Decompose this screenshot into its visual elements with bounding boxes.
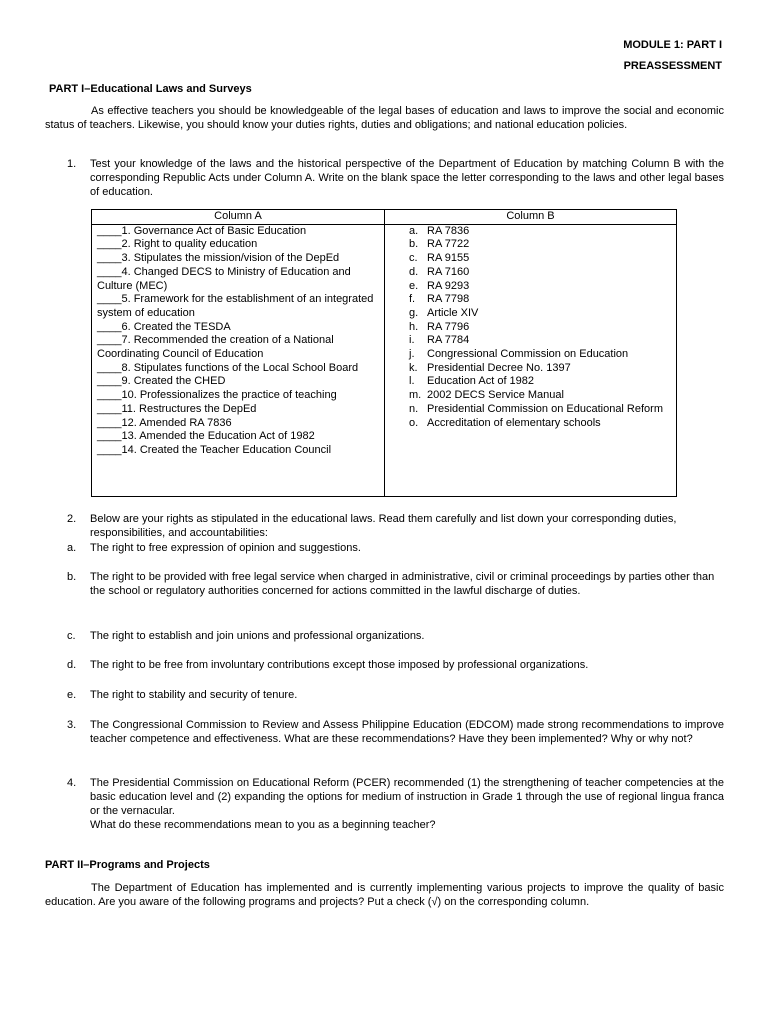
column-b-letter: n.	[409, 402, 419, 415]
column-a-item: ____13. Amended the Education Act of 1982	[97, 430, 315, 443]
column-b-list	[385, 224, 677, 496]
column-b-item	[390, 280, 672, 294]
column-a-item: ____9. Created the CHED	[97, 375, 226, 388]
column-a-item: ____10. Professionalizes the practice of teaching	[97, 389, 337, 402]
column-a-item: ____1. Governance Act of Basic Education	[97, 224, 307, 237]
right-text: The right to stability and security of tenure.	[90, 689, 298, 701]
column-b-item	[390, 266, 672, 280]
question-4-number: 4.	[67, 777, 77, 789]
column-b-item	[390, 225, 672, 239]
column-b-item	[390, 334, 672, 348]
matching-table	[91, 209, 677, 497]
column-b-text: RA 7722	[427, 238, 470, 251]
column-b-text: Accreditation of elementary schools	[427, 416, 601, 429]
question-2-number: 2.	[67, 513, 77, 525]
question-4-paragraph: The Presidential Commission on Educational Reform (PCER) recommended (1) the strengthening of teacher competencies at the basic education level and (2) expanding the options for medium of instruction in Grade 1 through the use of regional lingua franca or the vernacular.	[90, 777, 724, 817]
column-b-letter: i.	[409, 334, 415, 347]
column-b-text: Article XIV	[427, 306, 479, 319]
column-a-item: ____12. Amended RA 7836	[97, 416, 232, 429]
column-b-text: RA 7160	[427, 265, 470, 278]
column-a-item: ____5. Framework for the establishment of an integrated system of education	[97, 293, 374, 319]
question-2-text: Below are your rights as stipulated in the educational laws. Read them carefully and list down your corresponding duties, responsibilities, and accountabilities:	[90, 513, 677, 539]
column-b-letter: l.	[409, 375, 415, 388]
column-b-text: RA 7836	[427, 224, 470, 237]
right-letter: e.	[67, 689, 77, 701]
column-b-item	[390, 417, 672, 431]
column-b-item	[390, 321, 672, 335]
column-a-header: Column A	[92, 210, 385, 225]
column-b-text: 2002 DECS Service Manual	[427, 389, 564, 402]
column-b-letter: g.	[409, 306, 419, 319]
right-letter: d.	[67, 659, 77, 671]
column-b-letter: o.	[409, 416, 419, 429]
column-b-item	[390, 307, 672, 321]
column-b-letter: a.	[409, 224, 419, 237]
column-b-text: Presidential Decree No. 1397	[427, 361, 571, 374]
column-b-text: Education Act of 1982	[427, 375, 535, 388]
column-b-letter: c.	[409, 252, 418, 265]
right-letter: c.	[67, 630, 76, 642]
part2-title: PART II–Programs and Projects	[45, 859, 210, 871]
column-b-item	[390, 375, 672, 389]
column-b-item	[390, 403, 672, 417]
column-b-header: Column B	[385, 210, 677, 225]
column-b-item	[390, 238, 672, 252]
column-a-item: ____6. Created the TESDA	[97, 320, 231, 333]
column-a-list	[92, 224, 385, 496]
column-a-item: ____14. Created the Teacher Education Council	[97, 443, 332, 456]
question-3-number: 3.	[67, 719, 77, 731]
column-a-item: ____7. Recommended the creation of a National Coordinating Council of Education	[97, 334, 334, 361]
column-b-text: RA 9293	[427, 279, 470, 292]
right-letter: b.	[67, 571, 77, 583]
column-a-item: ____2. Right to quality education	[97, 238, 258, 251]
column-b-item	[390, 389, 672, 403]
right-letter: a.	[67, 542, 77, 554]
module-label: MODULE 1: PART I	[623, 39, 722, 51]
column-b-text: RA 7784	[427, 334, 470, 347]
column-b-letter: f.	[409, 293, 416, 306]
column-b-letter: h.	[409, 320, 419, 333]
part2-intro: The Department of Education has implemented and is currently implementing various projects to improve the quality of basic education. Are you aware of the following programs and projects? Put a check (√) on the corresponding column.	[45, 882, 724, 908]
right-text: The right to establish and join unions and professional organizations.	[90, 630, 425, 642]
column-b-letter: k.	[409, 361, 418, 374]
question-1-number: 1.	[67, 158, 77, 170]
right-text: The right to free expression of opinion and suggestions.	[90, 542, 361, 554]
column-a-item: ____3. Stipulates the mission/vision of the DepEd	[97, 252, 340, 265]
column-b-letter: e.	[409, 279, 419, 292]
column-b-text: RA 9155	[427, 252, 470, 265]
question-4-followup: What do these recommendations mean to you as a beginning teacher?	[90, 819, 436, 831]
column-b-item	[390, 362, 672, 376]
column-a-item: ____11. Restructures the DepEd	[97, 402, 257, 415]
column-a-item: ____4. Changed DECS to Ministry of Education and Culture (MEC)	[97, 265, 351, 292]
column-b-text: RA 7796	[427, 320, 470, 333]
column-b-item	[390, 348, 672, 362]
column-b-letter: j.	[409, 348, 415, 361]
question-1-text: Test your knowledge of the laws and the historical perspective of the Department of Education by matching Column B with the corresponding Republic Acts under Column A. Write on the blank space the letter corresponding to the laws and other legal bases of education.	[90, 158, 724, 198]
right-text: The right to be provided with free legal service when charged in administrative, civil or criminal proceedings by parties other than the school or regulatory authorities concerned for actions committed in the lawful discharge of duties.	[90, 571, 715, 597]
column-b-letter: d.	[409, 265, 419, 278]
part1-title: PART I–Educational Laws and Surveys	[49, 83, 252, 95]
column-a-item: ____8. Stipulates functions of the Local School Board	[97, 361, 359, 374]
column-b-text: Congressional Commission on Education	[427, 348, 629, 361]
column-b-text: Presidential Commission on Educational Reform	[427, 402, 663, 415]
right-text: The right to be free from involuntary contributions except those imposed by professional organizations.	[90, 659, 589, 671]
column-b-item	[390, 293, 672, 307]
question-4-text	[90, 776, 724, 832]
question-3-text: The Congressional Commission to Review and Assess Philippine Education (EDCOM) made strong recommendations to improve teacher competence and effectiveness. What are these recommendations? Have they been implemented? Why or why not?	[90, 719, 724, 745]
part1-intro: As effective teachers you should be knowledgeable of the legal bases of education and laws to improve the social and economic status of teachers. Likewise, you should know your duties rights, duties and obligations; and national education policies.	[45, 105, 724, 131]
column-b-letter: b.	[409, 238, 419, 251]
column-b-text: RA 7798	[427, 293, 470, 306]
preassessment-label: PREASSESSMENT	[623, 60, 722, 72]
column-b-letter: m.	[409, 389, 422, 402]
column-b-item	[390, 252, 672, 266]
